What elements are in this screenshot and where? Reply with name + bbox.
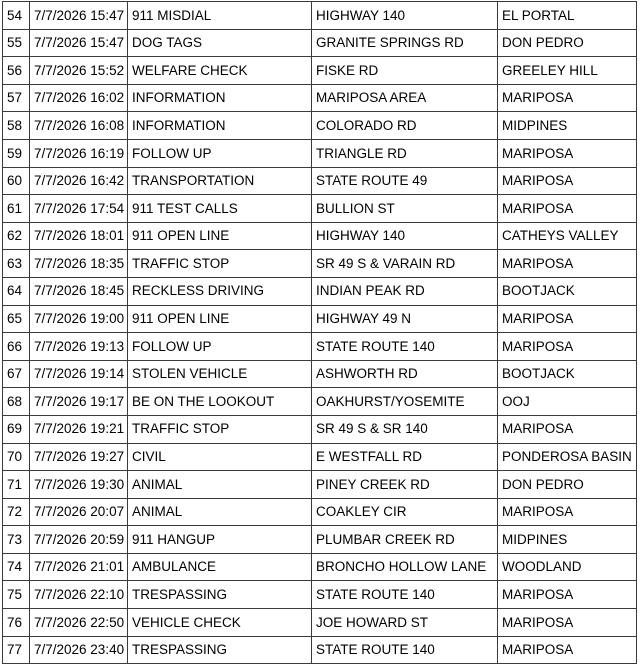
location-cell: SR 49 S & VARAIN RD [312,250,498,278]
datetime-cell: 7/7/2026 18:01 [30,222,128,250]
table-row [3,112,637,140]
table-row [3,2,637,30]
location-cell: ASHWORTH RD [312,360,498,388]
table-row [3,581,637,609]
table-row [3,84,637,112]
call-type-cell: VEHICLE CHECK [128,609,312,637]
location-cell: HIGHWAY 140 [312,222,498,250]
call-type-cell: TRESPASSING [128,636,312,664]
row-number-cell: 61 [3,195,30,223]
datetime-cell: 7/7/2026 18:35 [30,250,128,278]
datetime-cell: 7/7/2026 15:52 [30,57,128,85]
row-number-cell: 58 [3,112,30,140]
call-type-cell: TRAFFIC STOP [128,250,312,278]
row-number-cell: 68 [3,388,30,416]
location-cell: GRANITE SPRINGS RD [312,29,498,57]
row-number-cell: 76 [3,609,30,637]
call-type-cell: FOLLOW UP [128,139,312,167]
datetime-cell: 7/7/2026 19:14 [30,360,128,388]
city-cell: MARIPOSA [498,498,637,526]
city-cell: OOJ [498,388,637,416]
row-number-cell: 71 [3,471,30,499]
city-cell: BOOTJACK [498,360,637,388]
table-row [3,139,637,167]
datetime-cell: 7/7/2026 20:59 [30,526,128,554]
datetime-cell: 7/7/2026 16:02 [30,84,128,112]
location-cell: COAKLEY CIR [312,498,498,526]
table-row [3,388,637,416]
city-cell: CATHEYS VALLEY [498,222,637,250]
call-type-cell: INFORMATION [128,112,312,140]
table-row [3,167,637,195]
table-row [3,636,637,664]
call-type-cell: TRESPASSING [128,581,312,609]
location-cell: JOE HOWARD ST [312,609,498,637]
row-number-cell: 77 [3,636,30,664]
city-cell: MARIPOSA [498,139,637,167]
table-row [3,443,637,471]
call-type-cell: TRAFFIC STOP [128,415,312,443]
call-type-cell: INFORMATION [128,84,312,112]
city-cell: DON PEDRO [498,29,637,57]
city-cell: MARIPOSA [498,250,637,278]
table-row [3,498,637,526]
location-cell: HIGHWAY 49 N [312,305,498,333]
location-cell: FISKE RD [312,57,498,85]
call-type-cell: CIVIL [128,443,312,471]
row-number-cell: 67 [3,360,30,388]
datetime-cell: 7/7/2026 16:08 [30,112,128,140]
city-cell: MARIPOSA [498,195,637,223]
location-cell: STATE ROUTE 49 [312,167,498,195]
location-cell: HIGHWAY 140 [312,2,498,30]
table-row [3,526,637,554]
call-type-cell: 911 OPEN LINE [128,305,312,333]
row-number-cell: 56 [3,57,30,85]
table-row [3,277,637,305]
row-number-cell: 62 [3,222,30,250]
location-cell: PINEY CREEK RD [312,471,498,499]
row-number-cell: 63 [3,250,30,278]
datetime-cell: 7/7/2026 20:07 [30,498,128,526]
location-cell: BRONCHO HOLLOW LANE [312,553,498,581]
datetime-cell: 7/7/2026 19:27 [30,443,128,471]
city-cell: MARIPOSA [498,636,637,664]
datetime-cell: 7/7/2026 17:54 [30,195,128,223]
call-type-cell: 911 OPEN LINE [128,222,312,250]
table-row [3,415,637,443]
row-number-cell: 64 [3,277,30,305]
city-cell: MIDPINES [498,526,637,554]
datetime-cell: 7/7/2026 19:00 [30,305,128,333]
call-log-table [2,1,637,664]
table-row [3,250,637,278]
table-row [3,609,637,637]
datetime-cell: 7/7/2026 22:10 [30,581,128,609]
call-type-cell: AMBULANCE [128,553,312,581]
datetime-cell: 7/7/2026 15:47 [30,29,128,57]
row-number-cell: 54 [3,2,30,30]
row-number-cell: 69 [3,415,30,443]
location-cell: E WESTFALL RD [312,443,498,471]
location-cell: BULLION ST [312,195,498,223]
datetime-cell: 7/7/2026 19:17 [30,388,128,416]
table-row [3,195,637,223]
city-cell: MIDPINES [498,112,637,140]
table-row [3,471,637,499]
city-cell: MARIPOSA [498,167,637,195]
call-type-cell: DOG TAGS [128,29,312,57]
location-cell: SR 49 S & SR 140 [312,415,498,443]
call-type-cell: RECKLESS DRIVING [128,277,312,305]
location-cell: TRIANGLE RD [312,139,498,167]
location-cell: PLUMBAR CREEK RD [312,526,498,554]
city-cell: MARIPOSA [498,84,637,112]
datetime-cell: 7/7/2026 15:47 [30,2,128,30]
call-type-cell: FOLLOW UP [128,333,312,361]
table-row [3,553,637,581]
call-type-cell: 911 TEST CALLS [128,195,312,223]
datetime-cell: 7/7/2026 23:40 [30,636,128,664]
location-cell: COLORADO RD [312,112,498,140]
location-cell: MARIPOSA AREA [312,84,498,112]
city-cell: MARIPOSA [498,333,637,361]
call-type-cell: WELFARE CHECK [128,57,312,85]
call-type-cell: TRANSPORTATION [128,167,312,195]
call-type-cell: ANIMAL [128,498,312,526]
location-cell: OAKHURST/YOSEMITE [312,388,498,416]
location-cell: STATE ROUTE 140 [312,581,498,609]
row-number-cell: 73 [3,526,30,554]
row-number-cell: 66 [3,333,30,361]
row-number-cell: 57 [3,84,30,112]
datetime-cell: 7/7/2026 21:01 [30,553,128,581]
table-row [3,333,637,361]
city-cell: BOOTJACK [498,277,637,305]
city-cell: MARIPOSA [498,609,637,637]
table-row [3,29,637,57]
call-log-body [3,2,637,664]
city-cell: WOODLAND [498,553,637,581]
table-row [3,305,637,333]
city-cell: GREELEY HILL [498,57,637,85]
row-number-cell: 65 [3,305,30,333]
location-cell: STATE ROUTE 140 [312,333,498,361]
location-cell: INDIAN PEAK RD [312,277,498,305]
datetime-cell: 7/7/2026 19:30 [30,471,128,499]
call-type-cell: STOLEN VEHICLE [128,360,312,388]
table-row [3,360,637,388]
city-cell: DON PEDRO [498,471,637,499]
datetime-cell: 7/7/2026 16:19 [30,139,128,167]
row-number-cell: 72 [3,498,30,526]
row-number-cell: 59 [3,139,30,167]
datetime-cell: 7/7/2026 16:42 [30,167,128,195]
city-cell: MARIPOSA [498,415,637,443]
row-number-cell: 75 [3,581,30,609]
city-cell: MARIPOSA [498,581,637,609]
table-row [3,57,637,85]
row-number-cell: 74 [3,553,30,581]
row-number-cell: 55 [3,29,30,57]
call-type-cell: 911 MISDIAL [128,2,312,30]
datetime-cell: 7/7/2026 18:45 [30,277,128,305]
datetime-cell: 7/7/2026 19:21 [30,415,128,443]
call-type-cell: BE ON THE LOOKOUT [128,388,312,416]
city-cell: EL PORTAL [498,2,637,30]
call-type-cell: ANIMAL [128,471,312,499]
table-row [3,222,637,250]
datetime-cell: 7/7/2026 19:13 [30,333,128,361]
row-number-cell: 70 [3,443,30,471]
city-cell: PONDEROSA BASIN [498,443,637,471]
city-cell: MARIPOSA [498,305,637,333]
datetime-cell: 7/7/2026 22:50 [30,609,128,637]
call-type-cell: 911 HANGUP [128,526,312,554]
location-cell: STATE ROUTE 140 [312,636,498,664]
row-number-cell: 60 [3,167,30,195]
